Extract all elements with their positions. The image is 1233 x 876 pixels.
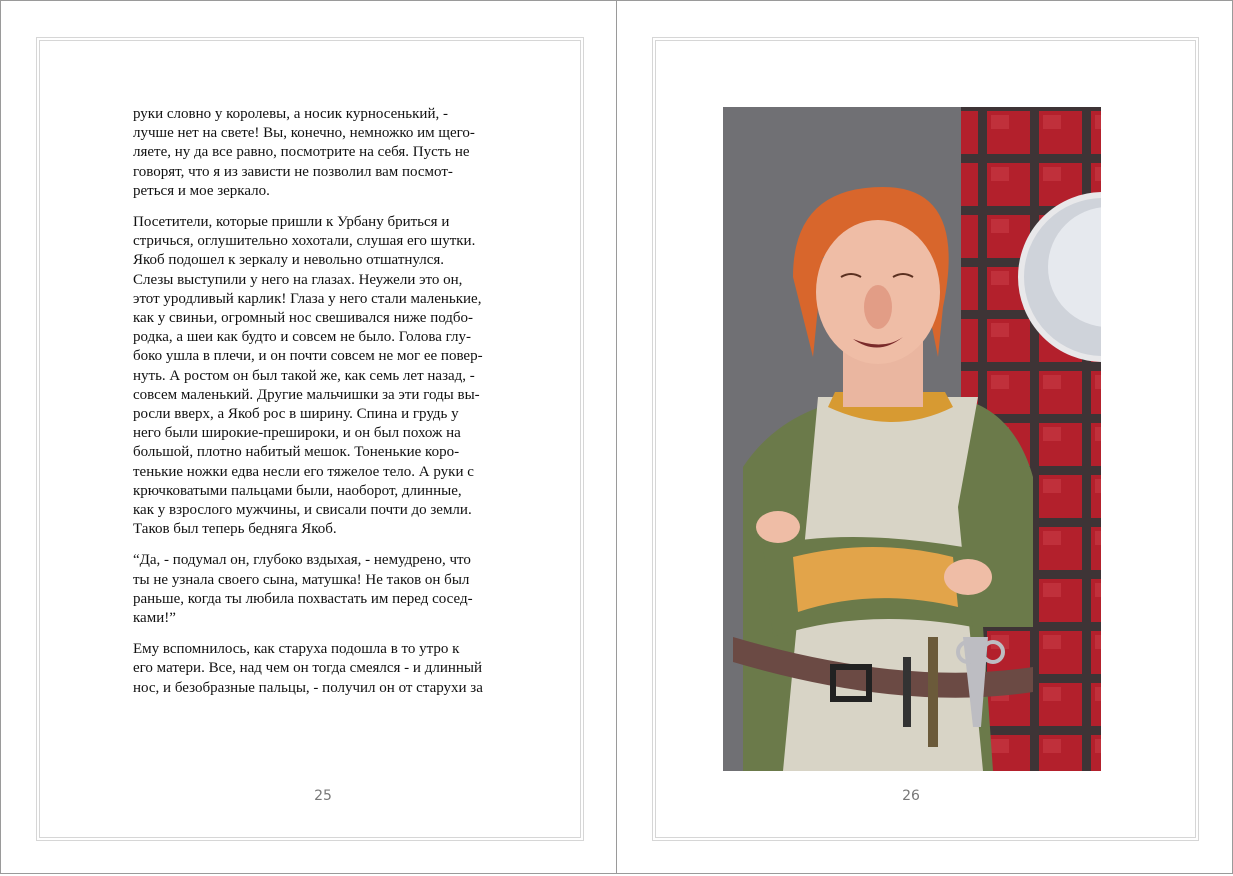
page-number-right: 26 xyxy=(902,788,920,804)
barber-illustration-icon xyxy=(723,107,1101,771)
paragraph: “Да, - подумал он, глубоко вздыхая, - немудрено, что ты не узнала своего сына, матушка! Не таков он был раньше, когда ты любила похвастать им перед сосед- ками!” xyxy=(133,552,473,627)
right-page xyxy=(616,0,1233,874)
page-text xyxy=(133,105,517,710)
paragraph: Посетители, которые пришли к Урбану бриться и стричься, оглушительно хохотали, слушая его шутки. Якоб подошел к зеркалу и невольно отшатнулся. Слезы выступили у него на глазах. Неужели это он, этот уродливый карлик! Глаза у него стали маленькие, как у свиньи, огромный нос свешивался ниже подбо- родка, а шеи как будто и совсем не было. Голова глу- боко ушла в плечи, и он почти совсем не мог ее повер- нуть. А ростом он был такой же, как семь лет назад, - совсем маленький. Другие мальчишки за эти годы вы- росли вверх, а Якоб рос в ширину. Спина и грудь у него были широкие-прешироки, и он был похож на большой, плотно набитый мешок. Тоненькие коро- тенькие ножки едва несли его тяжелое тело. А руки с крючковатыми пальцами были, наоборот, длинные, как у взрослого мужчины, и свисали почти до земли. Таков был теперь бедняга Якоб. xyxy=(133,214,483,538)
paragraph: руки словно у королевы, а носик курносенький, - лучше нет на свете! Вы, конечно, немножко им щего- ляете, ну да все равно, посмотрите на себя. Пусть не говорят, что я из зависти не позволил вам посмот- реться и мое зеркало. xyxy=(133,106,475,199)
page-number-left: 25 xyxy=(314,788,332,804)
left-page xyxy=(0,0,617,874)
paragraph: Ему вспомнилось, как старуха подошла в то утро к его матери. Все, над чем он тогда смеялся - и длинный нос, и безобразные пальцы, - получил он от старухи за xyxy=(133,641,483,696)
